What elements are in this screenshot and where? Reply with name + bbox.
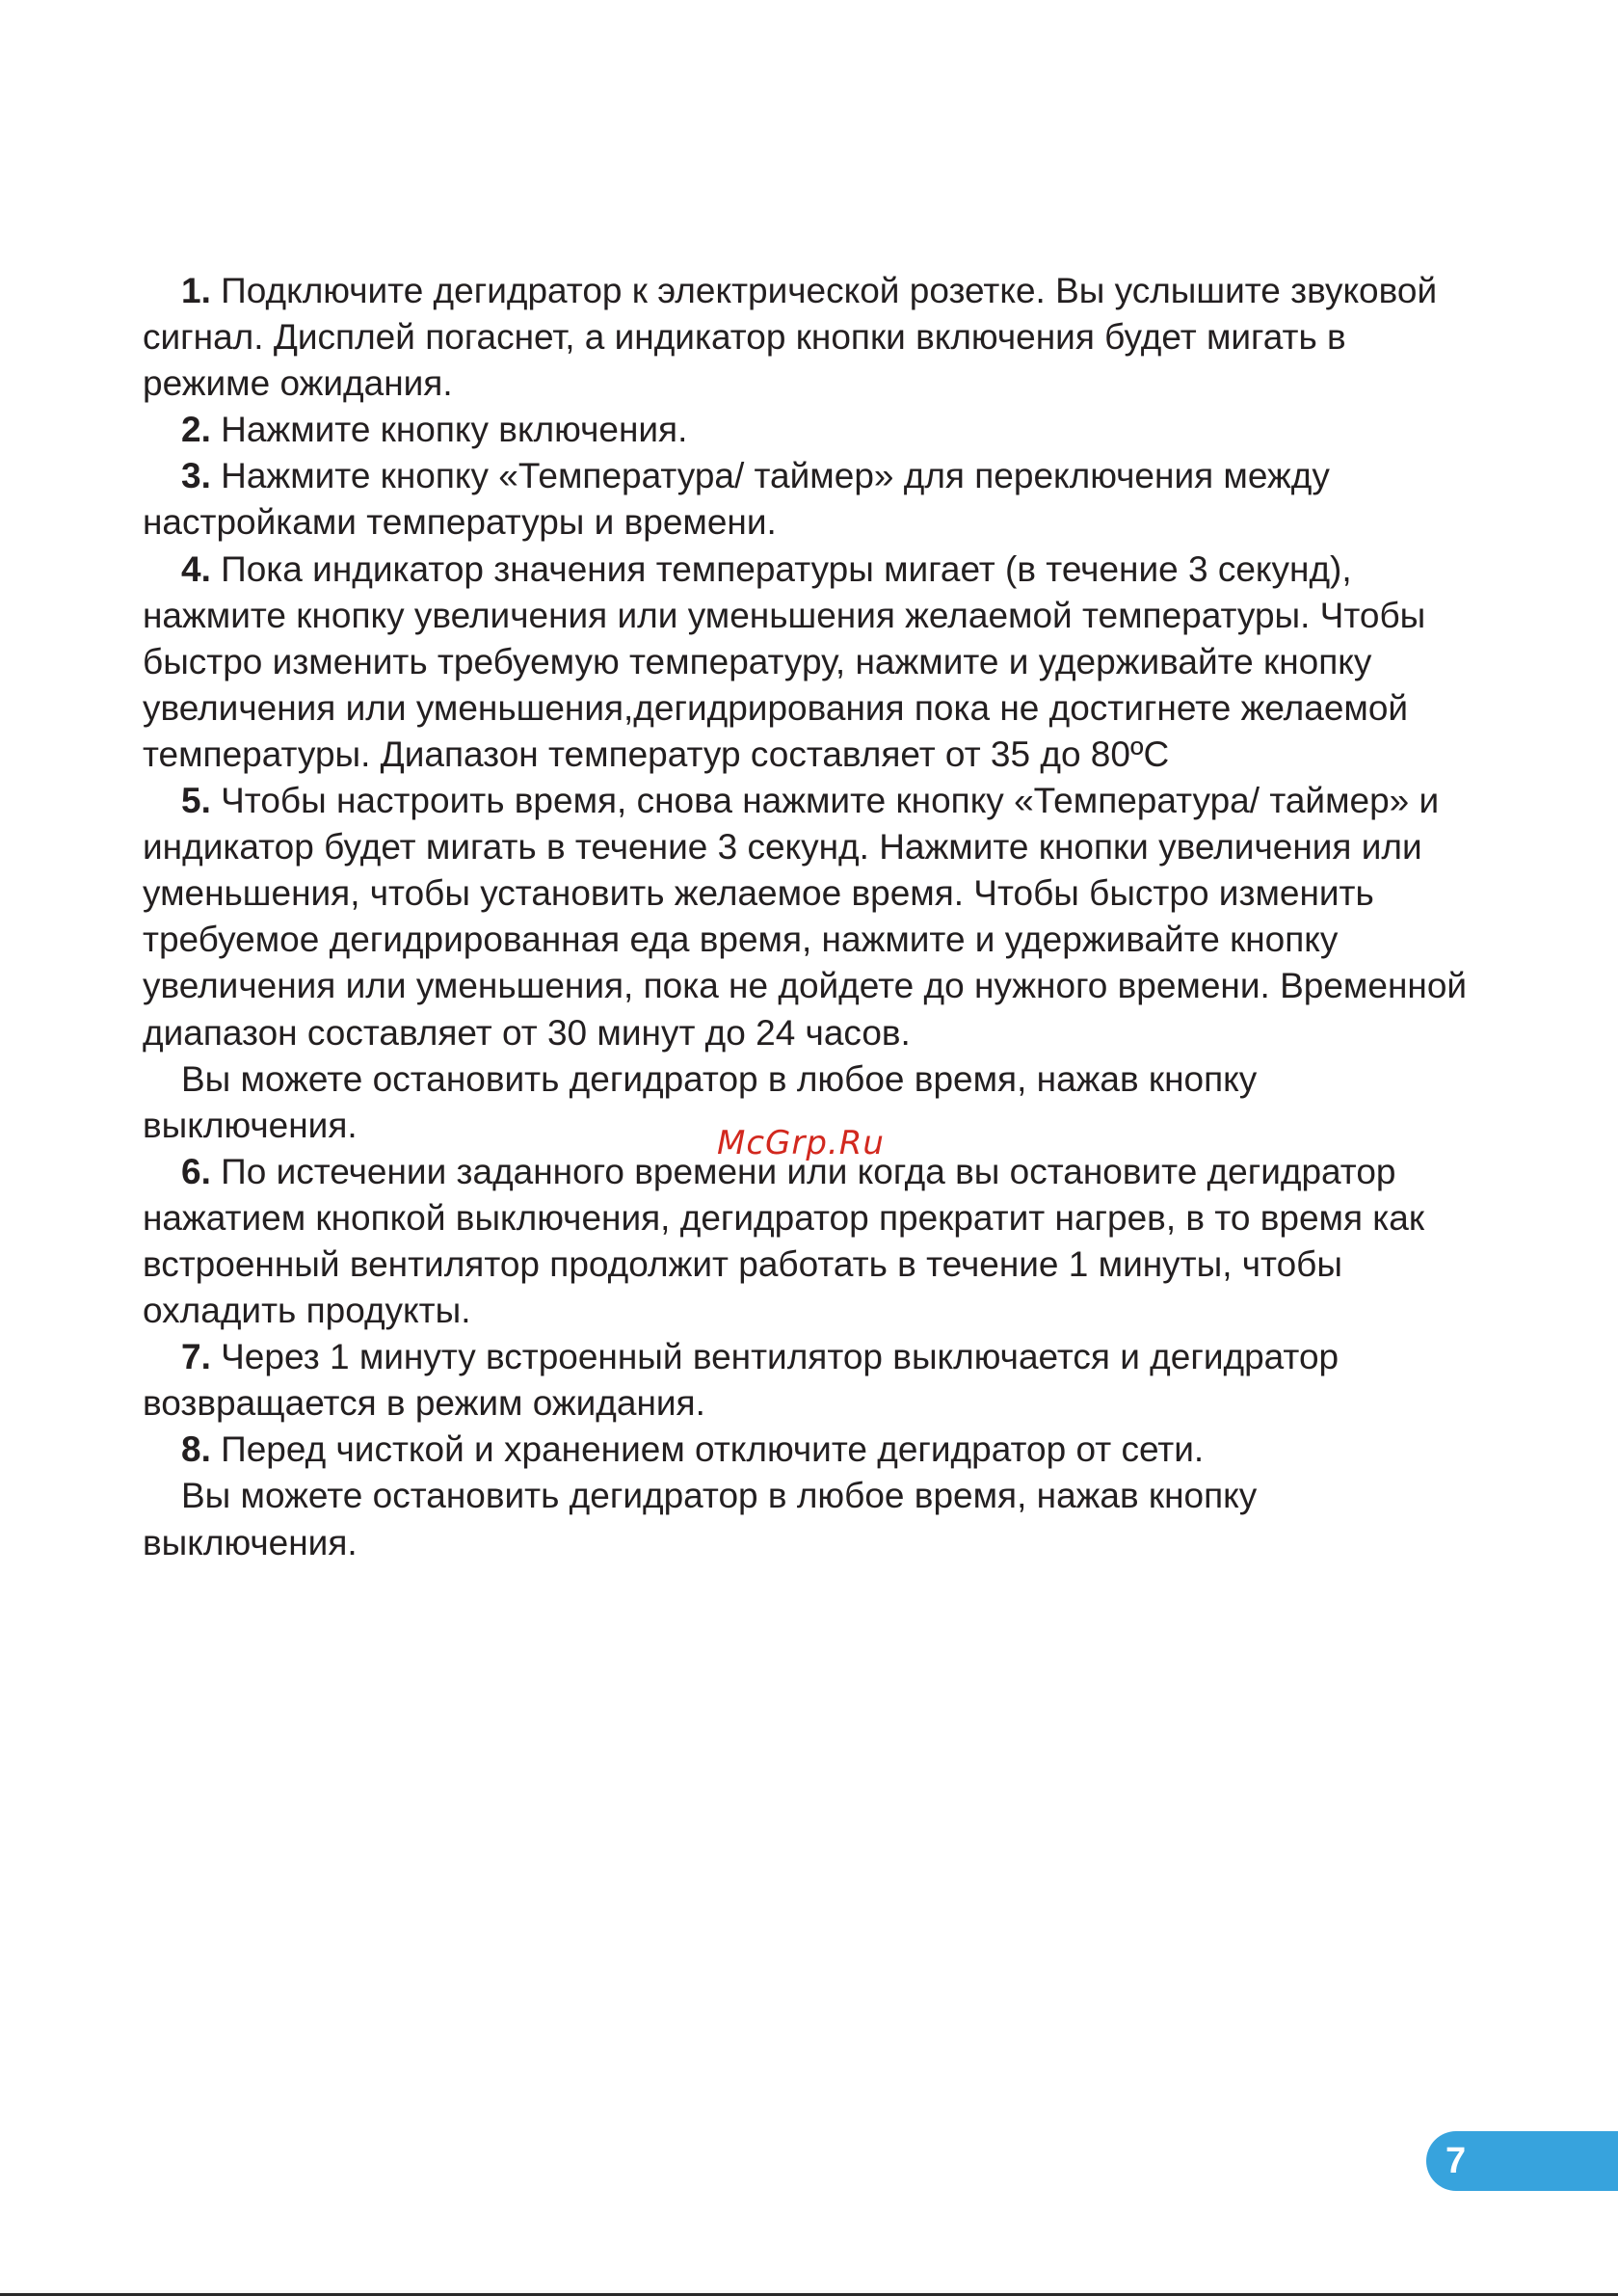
watermark: McGrp.Ru xyxy=(717,1124,885,1162)
step-number: 5. xyxy=(181,781,211,821)
step-text: Нажмите кнопку включения. xyxy=(210,410,688,450)
step-number: 1. xyxy=(181,271,211,310)
page-number-badge xyxy=(1426,2131,1618,2191)
step-text: Чтобы настроить время, снова нажмите кнопку «Температура/ таймер» и индикатор будет мигать в течение 3 секунд. Нажмите кнопки увеличения или уменьшения, чтобы установить желаемое время. Чтобы быстро изменить требуемое дегидрированная еда время, нажмите и удерживайте кнопку увеличения или уменьшения, пока не дойдете до нужного времени. Временной диапазон составляет от 30 минут до 24 часов. xyxy=(143,781,1468,1053)
step-2 xyxy=(143,407,1472,453)
step-6 xyxy=(143,1149,1472,1334)
step-4 xyxy=(143,547,1472,778)
step-number: 3. xyxy=(181,456,211,496)
step-number: 2. xyxy=(181,410,211,450)
instructions-text xyxy=(143,268,1472,1566)
step-number: 4. xyxy=(181,548,211,589)
step-text: Через 1 минуту встроенный вентилятор выключается и дегидратор возвращается в режим ожидания. xyxy=(143,1337,1339,1424)
step-text: Нажмите кнопку «Температура/ таймер» для переключения между настройками температуры и времени. xyxy=(143,456,1330,543)
step-8 xyxy=(143,1427,1472,1473)
step-number: 7. xyxy=(181,1337,211,1377)
page-number: 7 xyxy=(1446,2141,1467,2181)
step-text: Пока индикатор значения температуры мигает (в течение 3 секунд), нажмите кнопку увеличения или уменьшения желаемой температуры. Чтобы быстро изменить требуемую температуру, нажмите и удерживайте кнопку увеличения или уменьшения,дегидрирования пока не достигнете желаемой температуры. Диапазон температур составляет от 35 до 80ºС xyxy=(143,548,1426,774)
step-7 xyxy=(143,1334,1472,1427)
step-text: Вы можете остановить дегидратор в любое время, нажав кнопку выключения. xyxy=(143,1058,1258,1145)
step-number: 6. xyxy=(181,1151,211,1191)
step-text: По истечении заданного времени или когда вы остановите дегидратор нажатием кнопкой выключения, дегидратор прекратит нагрев, в то время как встроенный вентилятор продолжит работать в течение 1 минуты, чтобы охладить продукты. xyxy=(143,1151,1425,1331)
step-3 xyxy=(143,453,1472,546)
step-5 xyxy=(143,778,1472,1056)
step-text: Перед чисткой и хранением отключите дегидратор от сети. xyxy=(210,1429,1205,1470)
note-stop-repeat xyxy=(143,1473,1472,1565)
step-number: 8. xyxy=(181,1429,211,1470)
step-text: Вы можете остановить дегидратор в любое время, нажав кнопку выключения. xyxy=(143,1476,1258,1562)
step-text: Подключите дегидратор к электрической розетке. Вы услышите звуковой сигнал. Дисплей погаснет, а индикатор кнопки включения будет мигать в режиме ожидания. xyxy=(143,271,1438,404)
step-1 xyxy=(143,268,1472,407)
